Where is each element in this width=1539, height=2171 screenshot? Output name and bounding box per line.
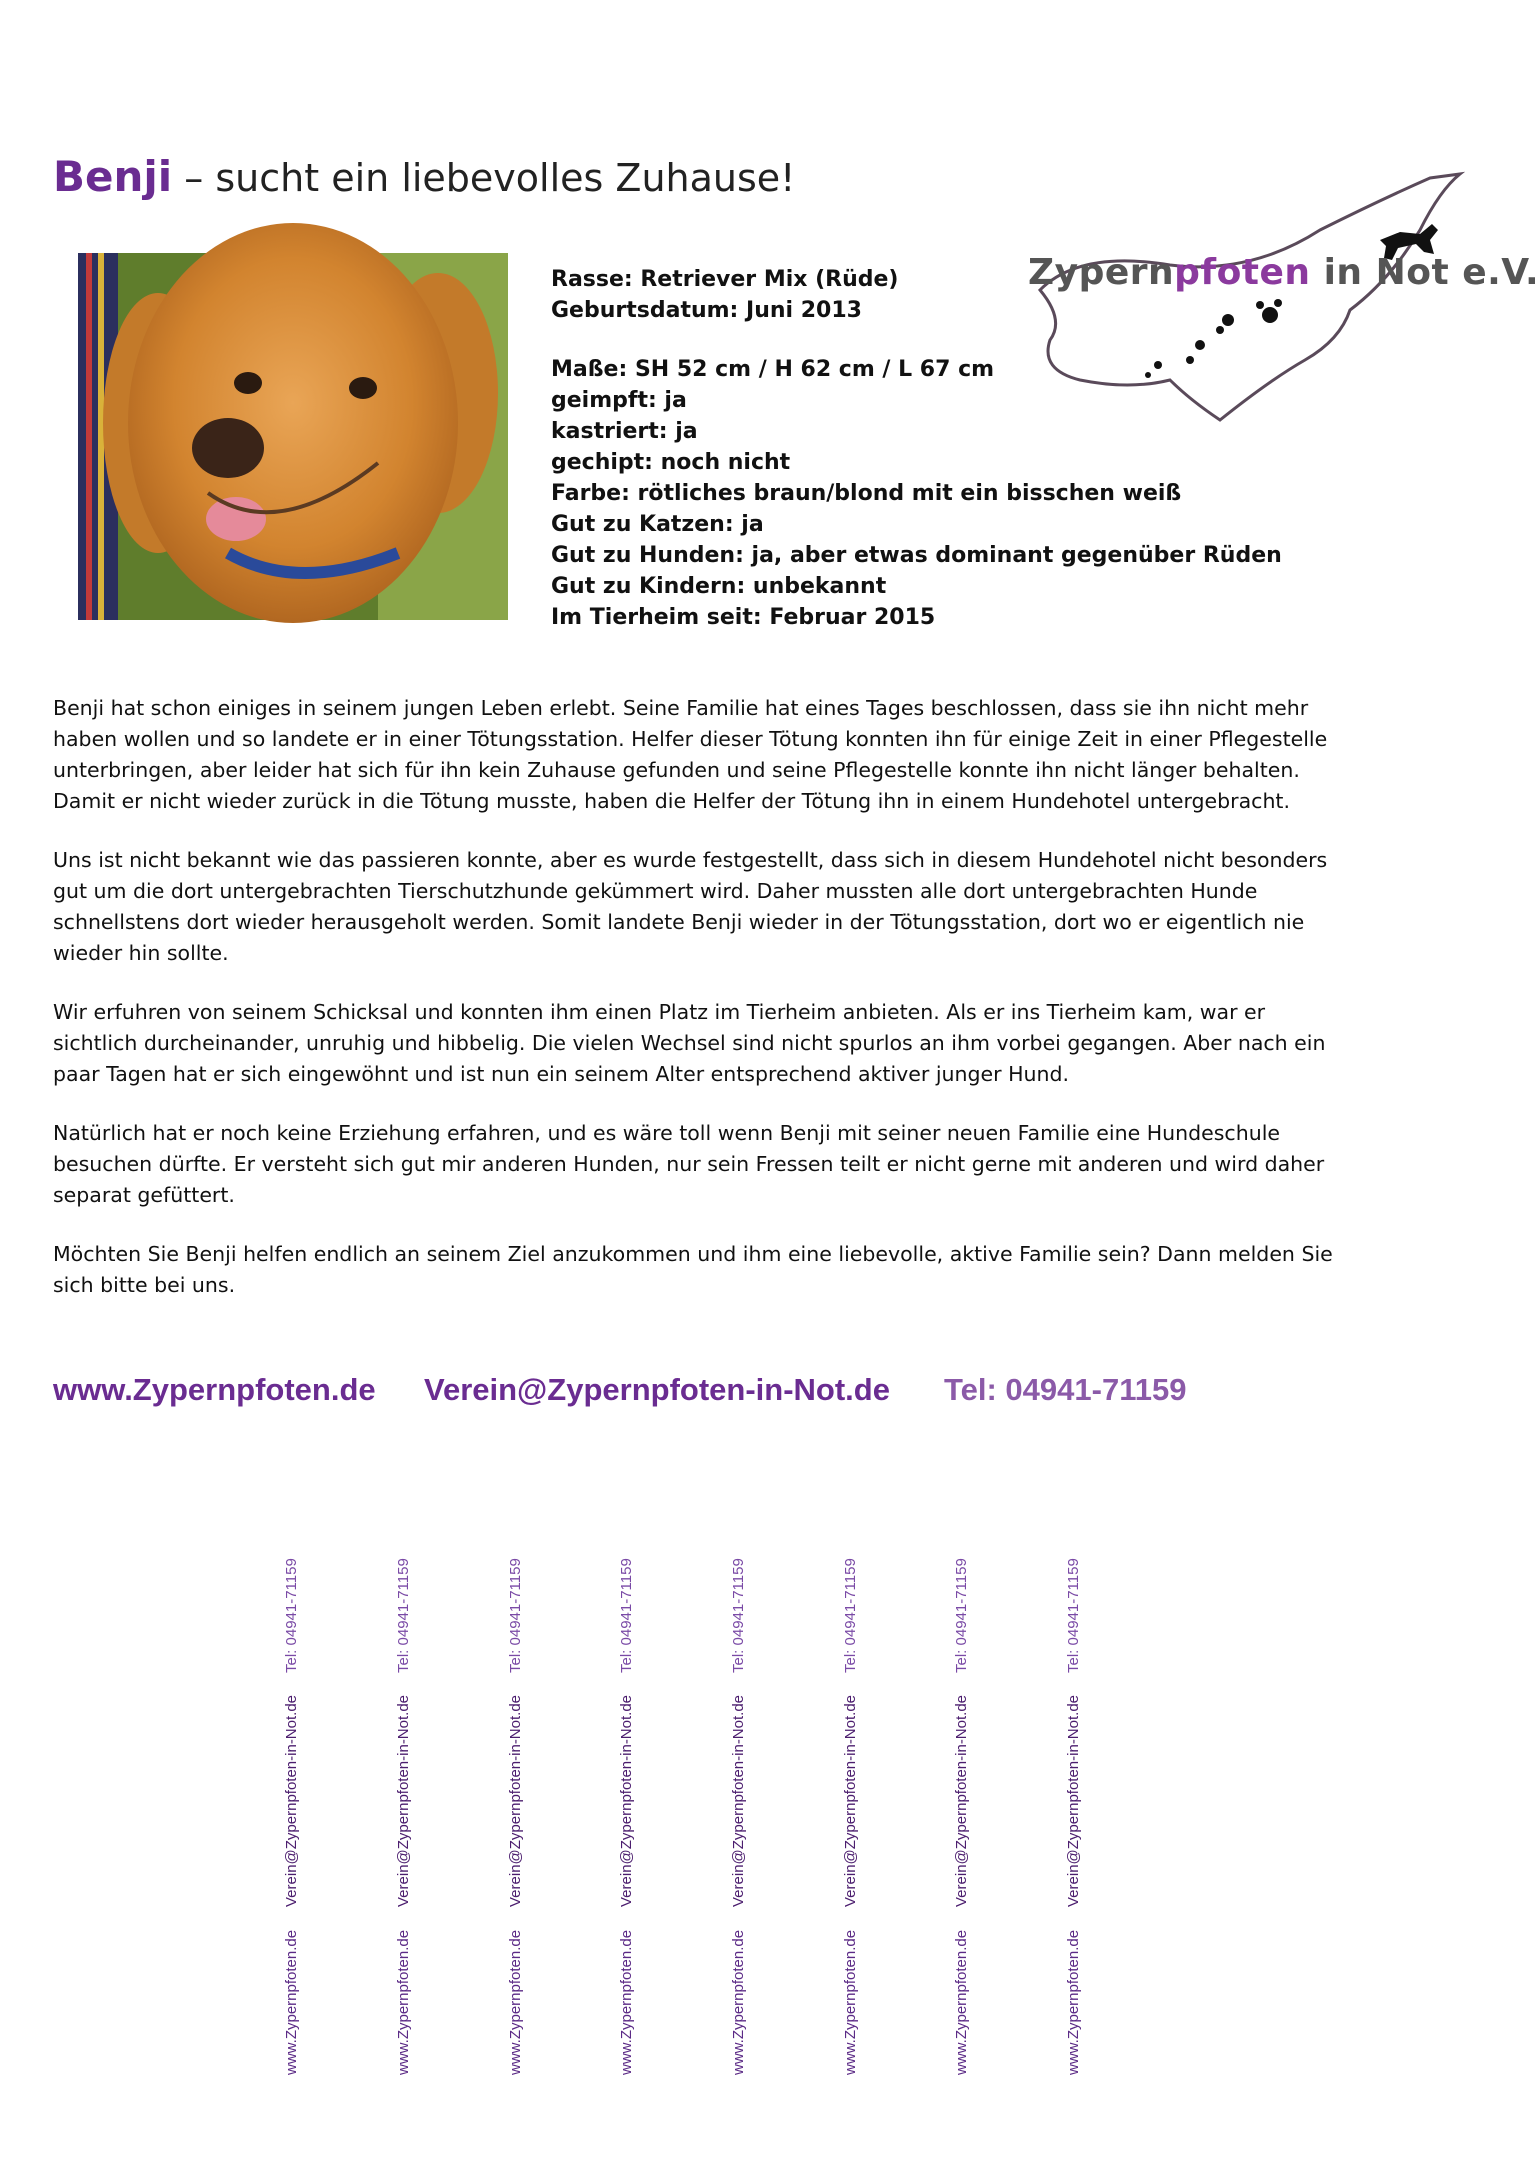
strip-email: Verein@Zypernpfoten-in-Not.de [507, 1694, 524, 1907]
strip-web: www.Zypernpfoten.de [395, 1929, 412, 2075]
strip-phone: Tel: 04941-71159 [618, 1558, 635, 1673]
fact-chipped: gechipt: noch nicht [551, 450, 791, 475]
strip-web: www.Zypernpfoten.de [730, 1929, 747, 2075]
tear-off-strip[interactable] [507, 1545, 537, 2085]
strip-phone: Tel: 04941-71159 [842, 1558, 859, 1673]
strip-email: Verein@Zypernpfoten-in-Not.de [618, 1694, 635, 1907]
fact-breed: Rasse: Retriever Mix (Rüde) [551, 267, 899, 292]
fact-neutered: kastriert: ja [551, 419, 698, 444]
tear-off-strip[interactable] [842, 1545, 872, 2085]
fact-birthdate: Geburtsdatum: Juni 2013 [551, 298, 862, 323]
description [53, 693, 1343, 1329]
strip-web: www.Zypernpfoten.de [953, 1929, 970, 2075]
strip-web: www.Zypernpfoten.de [507, 1929, 524, 2075]
strip-email: Verein@Zypernpfoten-in-Not.de [842, 1694, 859, 1907]
strip-phone: Tel: 04941-71159 [507, 1558, 524, 1673]
strip-email: Verein@Zypernpfoten-in-Not.de [953, 1694, 970, 1907]
fact-color: Farbe: rötliches braun/blond mit ein bisschen weiß [551, 481, 1182, 506]
fact-shelter-since: Im Tierheim seit: Februar 2015 [551, 605, 936, 630]
dog-facts [551, 264, 1282, 633]
strip-email: Verein@Zypernpfoten-in-Not.de [1065, 1694, 1082, 1907]
strip-web: www.Zypernpfoten.de [1065, 1929, 1082, 2075]
strip-phone: Tel: 04941-71159 [283, 1558, 300, 1673]
fact-dogs: Gut zu Hunden: ja, aber etwas dominant gegenüber Rüden [551, 543, 1282, 568]
fact-cats: Gut zu Katzen: ja [551, 512, 764, 537]
page-title [53, 152, 795, 201]
strip-phone: Tel: 04941-71159 [953, 1558, 970, 1673]
title-tagline: – sucht ein liebevolles Zuhause! [184, 156, 796, 200]
strip-phone: Tel: 04941-71159 [395, 1558, 412, 1673]
tear-off-strip[interactable] [953, 1545, 983, 2085]
strip-web: www.Zypernpfoten.de [842, 1929, 859, 2075]
tear-off-strip[interactable] [730, 1545, 760, 2085]
fact-vaccinated: geimpft: ja [551, 388, 687, 413]
paragraph: Möchten Sie Benji helfen endlich an seinem Ziel anzukommen und ihm eine liebevolle, aktive Familie sein? Dann melden Sie sich bitte bei uns. [53, 1242, 1333, 1297]
dog-photo [78, 253, 508, 620]
paragraph: Benji hat schon einiges in seinem jungen Leben erlebt. Seine Familie hat eines Tages beschlossen, dass sie ihn nicht mehr haben wollen und so landete er in einer Tötungsstation. Helfer dieser Tötung konnten ihn für einige Zeit in einer Pflegestelle unterbringen, aber leider hat sich für ihn kein Zuhause gefunden und seine Pflegestelle konnte ihn nicht länger behalten. Damit er nicht wieder zurück in die Tötung musste, haben die Helfer der Tötung ihn in einem Hundehotel untergebracht. [53, 696, 1328, 813]
tear-off-strip[interactable] [283, 1545, 313, 2085]
strip-web: www.Zypernpfoten.de [283, 1929, 300, 2075]
strip-email: Verein@Zypernpfoten-in-Not.de [730, 1694, 747, 1907]
tear-off-strip[interactable] [1065, 1545, 1095, 2085]
dog-name: Benji [53, 152, 173, 201]
fact-children: Gut zu Kindern: unbekannt [551, 574, 887, 599]
paragraph: Natürlich hat er noch keine Erziehung erfahren, und es wäre toll wenn Benji mit seiner neuen Familie eine Hundeschule besuchen dürfte. Er versteht sich gut mir anderen Hunden, nur sein Fressen teilt er nicht gerne mit anderen und wird daher separat gefüttert. [53, 1121, 1325, 1207]
paragraph: Wir erfuhren von seinem Schicksal und konnten ihm einen Platz im Tierheim anbieten. Als er ins Tierheim kam, war er sichtlich durcheinander, unruhig und hibbelig. Die vielen Wechsel sind nicht spurlos an ihm vorbei gegangen. Aber nach ein paar Tagen hat er sich eingewöhnt und ist nun ein seinem Alter entsprechend aktiver junger Hund. [53, 1000, 1326, 1086]
strip-email: Verein@Zypernpfoten-in-Not.de [395, 1694, 412, 1907]
strip-web: www.Zypernpfoten.de [618, 1929, 635, 2075]
strip-phone: Tel: 04941-71159 [1065, 1558, 1082, 1673]
phone-number: Tel: 04941-71159 [944, 1372, 1187, 1407]
strip-email: Verein@Zypernpfoten-in-Not.de [283, 1694, 300, 1907]
website-link[interactable]: www.Zypernpfoten.de [53, 1372, 376, 1407]
tear-off-strip[interactable] [395, 1545, 425, 2085]
email-link[interactable]: Verein@Zypernpfoten-in-Not.de [424, 1372, 890, 1407]
logo-text: Zypernpfoten in Not e.V. [1028, 252, 1539, 293]
fact-measurements: Maße: SH 52 cm / H 62 cm / L 67 cm [551, 357, 995, 382]
tear-off-strip[interactable] [618, 1545, 648, 2085]
strip-phone: Tel: 04941-71159 [730, 1558, 747, 1673]
paragraph: Uns ist nicht bekannt wie das passieren konnte, aber es wurde festgestellt, dass sich in diesem Hundehotel nicht besonders gut um die dort untergebrachten Tierschutzhunde gekümmert wird. Daher mussten alle dort untergebrachten Hunde schnellstens dort wieder herausgeholt werden. Somit landete Benji wieder in der Tötungsstation, dort wo er eigentlich nie wieder hin sollte. [53, 848, 1328, 965]
